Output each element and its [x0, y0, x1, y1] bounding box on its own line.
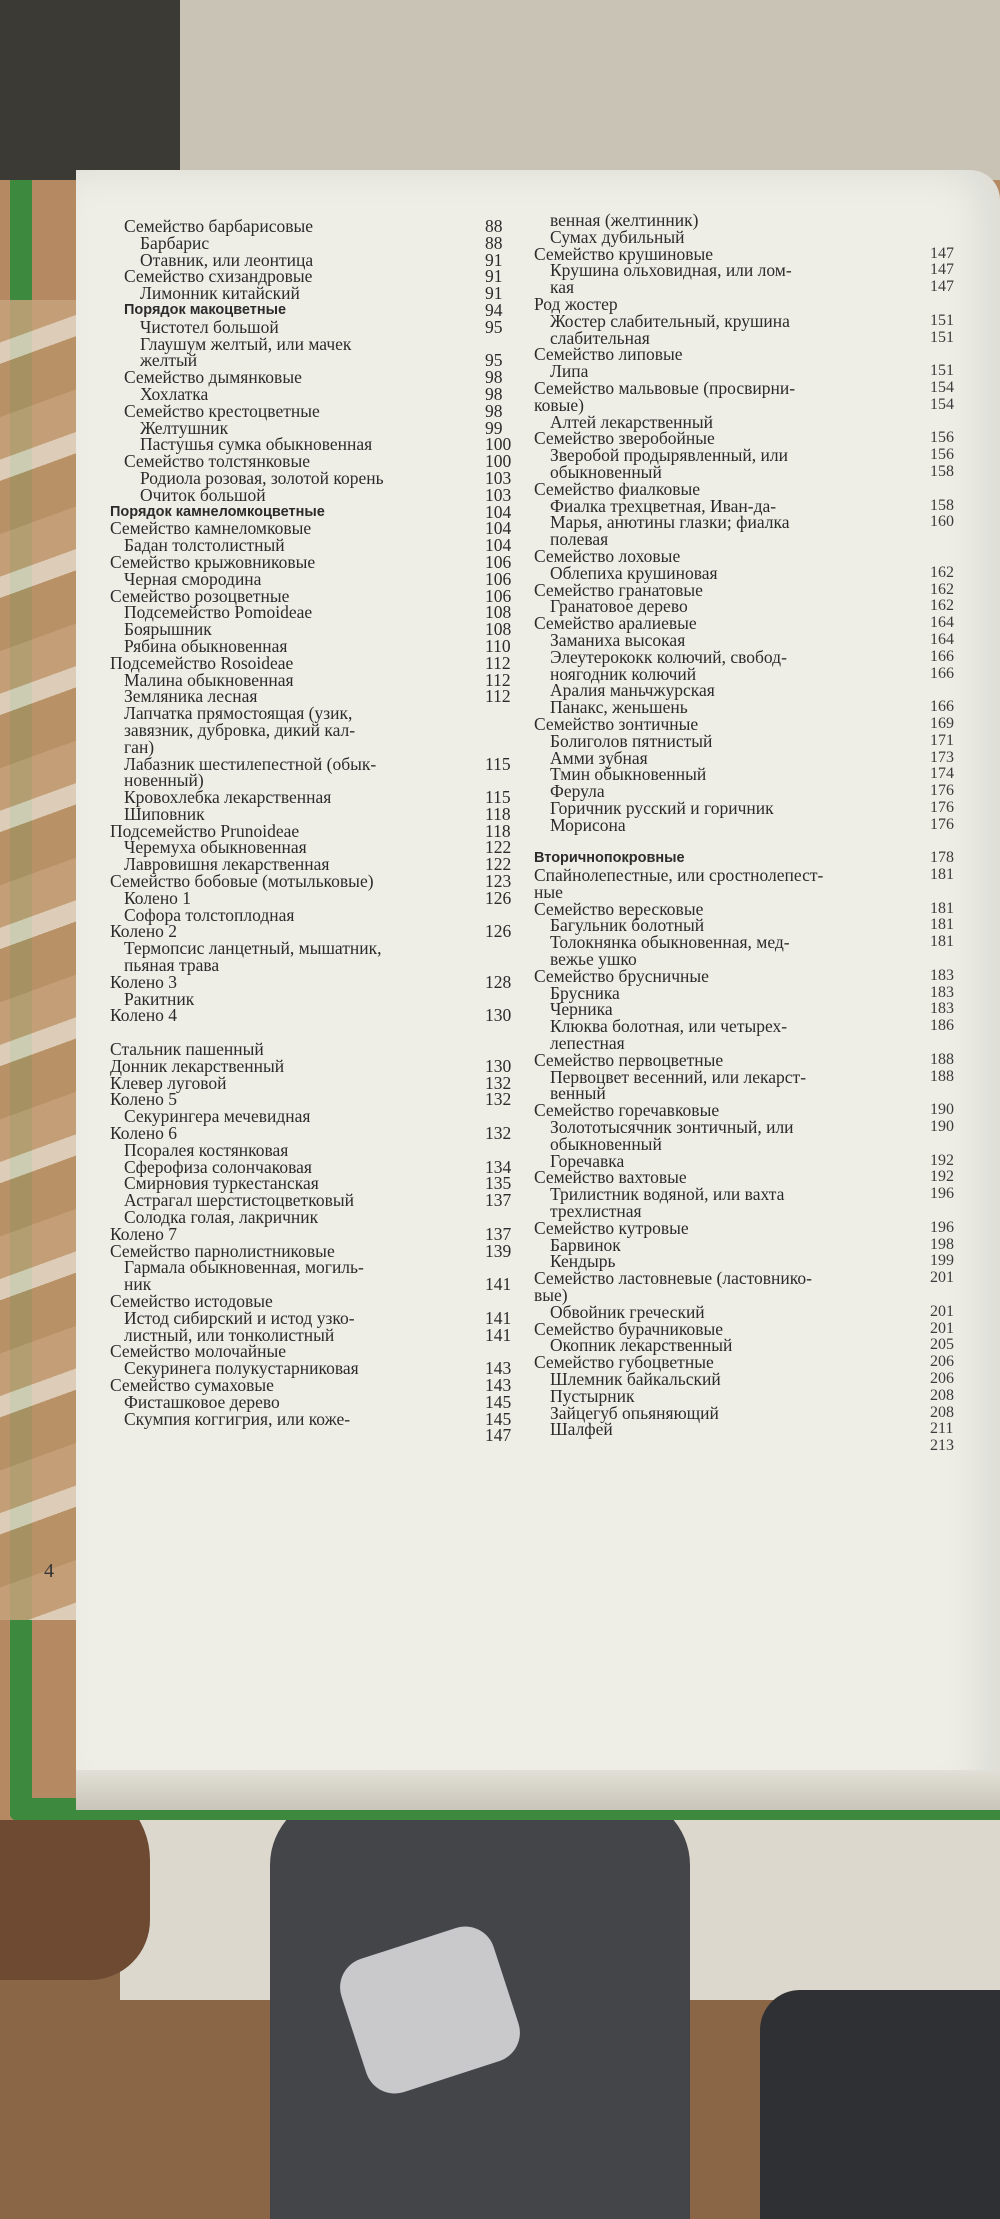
entry-page-number: 171: [930, 731, 954, 749]
entry-page-number: 108: [485, 619, 512, 640]
entry-page-number: 103: [485, 467, 512, 488]
entry-title: Элеутерококк колючий, свобод-: [550, 646, 787, 667]
entry-title: Барвинок: [550, 1234, 621, 1255]
entry-page-number: 192: [930, 1168, 954, 1186]
entry-title: кая: [550, 277, 575, 298]
entry-title: Колено 1: [124, 887, 192, 908]
entry-page-number: 98: [485, 367, 503, 388]
entry-title: ноягодник колючий: [550, 663, 697, 684]
entry-title: Семейство парнолистниковые: [110, 1240, 335, 1261]
entry-title: Клевер луговой: [110, 1072, 227, 1093]
entry-page-number: 208: [930, 1386, 954, 1404]
entry-title: Вторичнопокровные: [534, 850, 685, 867]
entry-title: ган): [124, 736, 155, 757]
entry-page-number: 205: [930, 1336, 954, 1354]
entry-page-number: 91: [485, 283, 503, 304]
entry-title: Семейство крыжовниковые: [110, 551, 316, 572]
entry-page-number: 98: [485, 383, 503, 404]
entry-page-number: 104: [485, 501, 512, 522]
entry-title: венная (желтинник): [550, 210, 699, 230]
entry-title: Барбарис: [140, 232, 210, 253]
entry-page-number: 151: [930, 362, 954, 380]
contents-entry: [110, 1427, 530, 1444]
entry-page-number: 166: [930, 664, 954, 682]
entry-title: трехлистная: [550, 1201, 642, 1222]
entry-title: Секуринега полукустарниковая: [124, 1358, 359, 1379]
entry-page-number: 118: [485, 820, 511, 841]
entry-page-number: 176: [930, 782, 954, 800]
entry-page-number: 134: [485, 1156, 512, 1177]
entry-page-number: 154: [930, 395, 954, 413]
entry-title: Болиголов пятнистый: [550, 730, 713, 751]
entry-page-number: 160: [930, 513, 954, 531]
entry-title: Трилистник водяной, или вахта: [550, 1184, 785, 1205]
contents-entry: [520, 1419, 954, 1440]
contents-entry: [110, 719, 530, 740]
entry-page-number: 95: [485, 316, 503, 337]
entry-title: Ракитник: [124, 988, 195, 1009]
contents-entry: [520, 646, 954, 667]
contents-entry: [110, 652, 530, 673]
entry-title: Колено 6: [110, 1123, 178, 1144]
entry-page-number: 132: [485, 1089, 512, 1110]
contents-entry: [110, 1007, 530, 1024]
entry-title: Шалфей: [550, 1419, 613, 1440]
entry-page-number: 162: [930, 580, 954, 598]
entry-title: листный, или тонколистный: [124, 1324, 335, 1345]
entry-title: Семейство горечавковые: [534, 1100, 720, 1121]
entry-title: Семейство вересковые: [534, 898, 704, 919]
entry-title: Глаушум желтый, или мачек: [140, 333, 352, 354]
entry-title: Панакс, женьшень: [550, 697, 688, 718]
entry-title: Окопник лекарственный: [550, 1335, 733, 1356]
entry-title: венный: [550, 1083, 606, 1104]
entry-page-number: 176: [930, 798, 954, 816]
entry-title: Семейство брусничные: [534, 965, 709, 986]
entry-page-number: 206: [930, 1353, 954, 1371]
entry-title: Семейство дымянковые: [124, 367, 302, 388]
entry-title: Колено 5: [110, 1089, 178, 1110]
contents-left-column: [110, 218, 530, 1444]
entry-title: Подсемейство Rosoideae: [110, 652, 294, 673]
entry-title: Колено 2: [110, 921, 178, 942]
entry-page-number: 122: [485, 837, 512, 858]
entry-title: Семейство камнеломковые: [110, 518, 312, 539]
entry-page-number: 201: [930, 1302, 954, 1320]
entry-page-number: 198: [930, 1235, 954, 1253]
entry-page-number: 166: [930, 698, 954, 716]
cover-illustration: [0, 300, 78, 1620]
entry-title: Крушина ольховидная, или лом-: [550, 260, 792, 281]
entry-page-number: 100: [485, 451, 512, 472]
entry-title: Кендырь: [550, 1251, 616, 1272]
entry-title: Семейство крушиновые: [534, 243, 714, 264]
entry-title: Лимонник китайский: [140, 283, 300, 304]
entry-title: Жостер слабительный, крушина: [550, 310, 790, 331]
entry-title: Горечавка: [550, 1150, 625, 1171]
entry-page-number: 156: [930, 446, 954, 464]
entry-title: Первоцвет весенний, или лекарст-: [550, 1066, 807, 1087]
entry-title: вежье ушко: [550, 949, 637, 970]
entry-title: Черемуха обыкновенная: [124, 837, 307, 858]
contents-entry: [520, 260, 954, 281]
entry-title: Желтушник: [140, 417, 229, 438]
entry-title: Лапчатка прямостоящая (узик,: [124, 703, 353, 724]
entry-title: вые): [534, 1285, 568, 1305]
entry-title: Шиповник: [124, 803, 205, 824]
entry-title: Чистотел большой: [140, 316, 279, 337]
entry-page-number: 199: [930, 1252, 954, 1270]
contents-entry: [520, 562, 954, 583]
entry-title: Смирновия туркестанская: [124, 1173, 319, 1194]
entry-page-number: 115: [485, 787, 511, 808]
entry-title: Скумпия коггигрия, или коже-: [124, 1408, 351, 1429]
entry-title: ковые): [534, 394, 584, 415]
entry-title: Семейство лоховые: [534, 545, 681, 566]
entry-title: Семейство гранатовые: [534, 579, 703, 600]
entry-title: Лабазник шестилепестной (обык-: [124, 753, 377, 774]
entry-page-number: 141: [485, 1274, 512, 1295]
entry-title: ные: [534, 881, 563, 902]
entry-title: Брусника: [550, 982, 620, 1003]
entry-page-number: 201: [930, 1319, 954, 1337]
entry-title: Хохлатка: [140, 383, 209, 404]
entry-title: ник: [124, 1274, 152, 1295]
entry-page-number: 166: [930, 647, 954, 665]
entry-page-number: 147: [930, 278, 954, 296]
entry-title: Облепиха крушиновая: [550, 562, 718, 583]
entry-title: Фиалка трехцветная, Иван-да-: [550, 495, 777, 516]
entry-title: Алтей лекарственный: [550, 411, 713, 432]
entry-page-number: 183: [930, 1000, 954, 1018]
entry-page-number: 164: [930, 630, 954, 648]
page-number: 4: [44, 1560, 54, 1582]
entry-title: Очиток большой: [140, 484, 266, 505]
entry-title: Семейство розоцветные: [110, 585, 290, 606]
entry-page-number: 183: [930, 983, 954, 1001]
entry-page-number: 128: [485, 971, 512, 992]
entry-page-number: 104: [485, 535, 512, 556]
entry-page-number: 132: [485, 1123, 512, 1144]
entry-title: Семейство барбарисовые: [124, 216, 314, 236]
entry-page-number: 141: [485, 1307, 512, 1328]
entry-title: Малина обыкновенная: [124, 669, 294, 690]
entry-page-number: 186: [930, 1017, 954, 1035]
entry-page-number: 112: [485, 669, 511, 690]
entry-page-number: 145: [485, 1391, 512, 1412]
entry-page-number: 91: [485, 249, 503, 270]
entry-page-number: 106: [485, 585, 512, 606]
entry-page-number: 123: [485, 871, 512, 892]
entry-page-number: 173: [930, 748, 954, 766]
entry-title: Рябина обыкновенная: [124, 635, 288, 656]
entry-page-number: 158: [930, 496, 954, 514]
entry-title: Семейство липовые: [534, 344, 683, 365]
entry-title: Софора толстоплодная: [124, 904, 295, 925]
entry-page-number: 98: [485, 400, 503, 421]
entry-page-number: 147: [930, 244, 954, 262]
entry-title: Семейство бобовые (мотыльковые): [110, 871, 374, 892]
entry-page-number: 178: [930, 849, 954, 867]
entry-title: Ферула: [550, 781, 605, 802]
entry-title: обыкновенный: [550, 461, 662, 482]
entry-page-number: 115: [485, 753, 511, 774]
entry-page-number: 88: [485, 216, 503, 236]
entry-page-number: 196: [930, 1185, 954, 1203]
entry-title: Марья, анютины глазки; фиалка: [550, 512, 790, 533]
entry-title: Черная смородина: [124, 568, 262, 589]
entry-page-number: 176: [930, 815, 954, 833]
entry-title: завязник, дубровка, дикий кал-: [124, 719, 356, 740]
entry-page-number: 192: [930, 1151, 954, 1169]
entry-page-number: 137: [485, 1223, 512, 1244]
entry-title: Семейство фиалковые: [534, 478, 701, 499]
entry-title: Заманиха высокая: [550, 629, 686, 650]
entry-title: Истод сибирский и истод узко-: [124, 1307, 355, 1328]
entry-page-number: 132: [485, 1072, 512, 1093]
entry-page-number: 91: [485, 266, 503, 287]
contents-entry: [110, 736, 530, 757]
contents-entry: [110, 568, 530, 589]
entry-title: Сумах дубильный: [550, 226, 685, 247]
entry-page-number: 206: [930, 1369, 954, 1387]
entry-title: Отавник, или леонтица: [140, 249, 314, 270]
entry-title: Солодка голая, лакричник: [124, 1207, 319, 1228]
entry-page-number: 162: [930, 597, 954, 615]
entry-title: Семейство ластовневые (ластовнико-: [534, 1268, 812, 1289]
entry-page-number: 103: [485, 484, 512, 505]
entry-title: Подсемейство Prunoideae: [110, 820, 300, 841]
contents-entry: [520, 833, 945, 850]
entry-title: Семейство крестоцветные: [124, 400, 320, 421]
entry-title: Колено 7: [110, 1223, 178, 1244]
contents-entry: [520, 1437, 954, 1455]
entry-title: Семейство вахтовые: [534, 1167, 687, 1188]
entry-title: полевая: [550, 529, 609, 550]
entry-title: Шлемник байкальский: [550, 1368, 721, 1389]
entry-title: Семейство зонтичные: [534, 713, 699, 734]
entry-page-number: 208: [930, 1403, 954, 1421]
entry-page-number: 94: [485, 299, 503, 320]
entry-page-number: 151: [930, 328, 954, 346]
entry-title: Сферофиза солончаковая: [124, 1156, 312, 1177]
entry-page-number: 106: [485, 551, 512, 572]
entry-title: пьяная трава: [124, 955, 220, 976]
entry-title: Термопсис ланцетный, мышатник,: [124, 938, 382, 959]
contents-entry: [520, 814, 954, 835]
entry-title: Золототысячник зонтичный, или: [550, 1117, 794, 1138]
entry-title: Псоралея костянковая: [124, 1139, 289, 1160]
entry-page-number: 100: [485, 434, 512, 455]
entry-page-number: 147: [485, 1425, 512, 1446]
entry-title: Семейство бурачниковые: [534, 1318, 724, 1339]
entry-page-number: 130: [485, 1005, 512, 1026]
entry-page-number: 147: [930, 261, 954, 279]
entry-page-number: 110: [485, 635, 511, 656]
entry-page-number: 143: [485, 1358, 512, 1379]
entry-title: Фисташковое дерево: [124, 1391, 280, 1412]
entry-page-number: 112: [485, 686, 511, 707]
entry-page-number: 118: [485, 803, 511, 824]
entry-title: Колено 4: [110, 1005, 178, 1026]
entry-title: Семейство истодовые: [110, 1291, 273, 1311]
entry-title: Донник лекарственный: [110, 1055, 285, 1076]
contents-entry: [110, 1408, 530, 1429]
entry-title: новенный): [124, 770, 204, 791]
entry-title: Семейство толстянковые: [124, 451, 310, 472]
entry-page-number: 145: [485, 1408, 512, 1429]
entry-title: Морисона: [550, 814, 626, 835]
entry-page-number: 156: [930, 429, 954, 447]
entry-title: Боярышник: [124, 619, 212, 640]
entry-title: Зайцегуб опьяняющий: [550, 1402, 719, 1423]
entry-page-number: 126: [485, 921, 512, 942]
entry-title: Тмин обыкновенный: [550, 764, 707, 785]
entry-title: Гранатовое дерево: [550, 596, 688, 617]
entry-page-number: 188: [930, 1067, 954, 1085]
entry-title: Кровохлебка лекарственная: [124, 787, 332, 808]
contents-right-column: [520, 210, 954, 1455]
entry-page-number: 181: [930, 933, 954, 951]
entry-title: Порядок камнеломкоцветные: [110, 503, 325, 520]
page-edge: [76, 1770, 1000, 1810]
contents-entry: [520, 1268, 954, 1289]
entry-title: Стальник пашенный: [110, 1039, 264, 1060]
entry-page-number: 95: [485, 350, 503, 371]
entry-title: Семейство сумаховые: [110, 1374, 274, 1395]
entry-page-number: 158: [930, 462, 954, 480]
entry-page-number: 201: [930, 1269, 954, 1287]
entry-title: Клюква болотная, или четырех-: [550, 1016, 788, 1037]
entry-title: Обвойник греческий: [550, 1301, 705, 1322]
entry-page-number: 151: [930, 311, 954, 329]
entry-title: Пустырник: [550, 1385, 635, 1406]
entry-title: Спайнолепестные, или сростнолепест-: [534, 865, 824, 886]
entry-title: обыкновенный: [550, 1133, 662, 1154]
entry-page-number: 181: [930, 916, 954, 934]
entry-title: Пастушья сумка обыкновенная: [140, 434, 373, 455]
entry-page-number: 211: [930, 1420, 954, 1438]
entry-title: Семейство кутровые: [534, 1217, 689, 1238]
entry-title: Липа: [550, 361, 589, 382]
entry-page-number: 126: [485, 887, 512, 908]
entry-page-number: 174: [930, 765, 954, 783]
entry-title: Подсемейство Pomoideae: [124, 602, 313, 623]
entry-page-number: 213: [930, 1437, 954, 1455]
entry-page-number: 190: [930, 1118, 954, 1136]
entry-page-number: 135: [485, 1173, 512, 1194]
contents-entry: [520, 865, 954, 886]
entry-title: Семейство зверобойные: [534, 428, 715, 449]
entry-page-number: 88: [485, 232, 503, 253]
entry-title: Семейство мальвовые (просвирни-: [534, 377, 796, 398]
entry-title: желтый: [140, 350, 198, 371]
entry-title: Астрагал шерстистоцветковый: [124, 1190, 354, 1211]
entry-title: Толокнянка обыкновенная, мед-: [550, 932, 790, 953]
entry-page-number: 183: [930, 966, 954, 984]
entry-page-number: 162: [930, 563, 954, 581]
entry-title: Горичник русский и горичник: [550, 797, 774, 818]
entry-title: Секурингера мечевидная: [124, 1106, 311, 1127]
entry-page-number: 130: [485, 1055, 512, 1076]
entry-page-number: 139: [485, 1240, 512, 1261]
entry-page-number: 141: [485, 1324, 512, 1345]
entry-page-number: 137: [485, 1190, 512, 1211]
entry-title: Черника: [550, 999, 613, 1020]
entry-page-number: 99: [485, 417, 503, 438]
entry-title: Амми зубная: [550, 747, 648, 768]
contents-entry: [110, 285, 530, 302]
entry-title: Земляника лесная: [124, 686, 258, 707]
dark-object: [760, 1990, 1000, 2219]
contents-entry: [520, 730, 954, 751]
entry-title: Гармала обыкновенная, могиль-: [124, 1257, 364, 1278]
entry-title: Семейство аралиевые: [534, 613, 697, 634]
entry-page-number: 108: [485, 602, 512, 623]
entry-page-number: 181: [930, 866, 954, 884]
entry-page-number: 196: [930, 1218, 954, 1236]
entry-title: Колено 3: [110, 971, 178, 992]
entry-title: Род жостер: [534, 293, 618, 314]
entry-page-number: 169: [930, 714, 954, 732]
entry-page-number: 104: [485, 518, 512, 539]
entry-title: Семейство первоцветные: [534, 1049, 724, 1070]
entry-page-number: 188: [930, 1050, 954, 1068]
entry-page-number: 106: [485, 568, 512, 589]
entry-title: Зверобой продырявленный, или: [550, 445, 789, 466]
entry-title: Семейство губоцветные: [534, 1352, 714, 1373]
entry-title: Багульник болотный: [550, 915, 705, 936]
entry-page-number: 181: [930, 899, 954, 917]
entry-title: Лавровишня лекарственная: [124, 854, 330, 875]
entry-title: лепестная: [550, 1033, 625, 1054]
entry-title: Аралия маньчжурская: [550, 680, 715, 701]
contents-entry: [110, 484, 530, 505]
entry-page-number: 112: [485, 652, 511, 673]
entry-page-number: 164: [930, 614, 954, 632]
entry-title: Порядок макоцветные: [124, 301, 287, 318]
entry-title: Бадан толстолистный: [124, 535, 285, 556]
entry-page-number: 143: [485, 1374, 512, 1395]
entry-title: Родиола розовая, золотой корень: [140, 467, 384, 488]
contents-entry: [110, 1259, 530, 1276]
entry-title: Семейство молочайные: [110, 1341, 286, 1362]
entry-page-number: 154: [930, 378, 954, 396]
entry-title: Семейство схизандровые: [124, 266, 313, 287]
entry-page-number: 122: [485, 854, 512, 875]
entry-page-number: 190: [930, 1101, 954, 1119]
entry-title: слабительная: [550, 327, 650, 348]
